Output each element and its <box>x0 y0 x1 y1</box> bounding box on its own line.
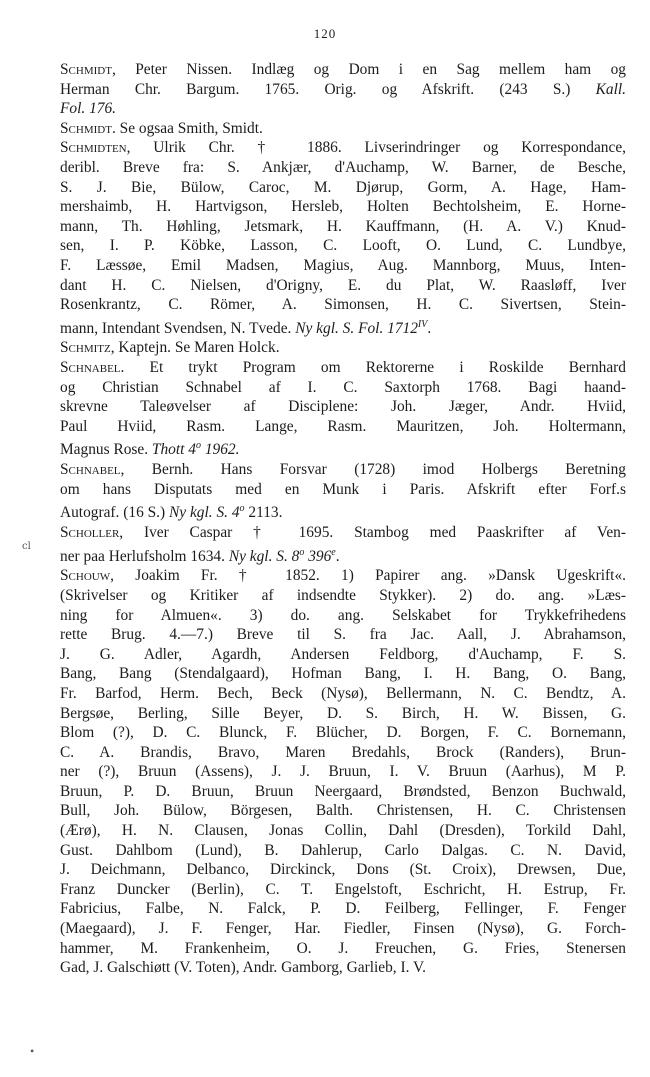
entry-line <box>60 276 626 296</box>
entry-line <box>60 664 626 684</box>
entry-line <box>60 523 626 543</box>
entry-line <box>60 338 626 358</box>
entry-text: mann, Intendant Svendsen, N. Tvede. <box>60 319 296 337</box>
entry-text: dant H. C. Nielsen, d'Origny, E. du Plat, W. Raasløff, Iver <box>60 276 626 294</box>
entry-text: skrevne Taleøvelser af Disciplene: Joh. Jæger, Andr. Hviid, <box>60 398 626 416</box>
entry-heading-name: Schnabel <box>60 359 121 377</box>
entry-line <box>60 704 626 724</box>
entry-line <box>60 158 626 178</box>
entry-line <box>60 499 626 523</box>
entry-shelfmark: 1962. <box>200 441 240 459</box>
entry-heading-name: Schnabel <box>60 461 121 479</box>
entry-text: (Skrivelser og Kritiker af indsendte Stykker). 2) do. ang. »Læs- <box>60 586 626 604</box>
entry-text: deribl. Breve fra: S. Ankjær, d'Auchamp, W. Barner, de Besche, <box>60 158 626 176</box>
entry-line <box>60 645 626 665</box>
entry-text: sen, I. P. Köbke, Lasson, C. Looft, O. Lund, C. Lundbye, <box>60 237 626 255</box>
entry-text: (Ærø), H. N. Clausen, Jonas Collin, Dahl (Dresden), Torkild Dahl, <box>60 822 626 840</box>
entry-shelfmark: Kall. <box>595 80 626 98</box>
entry-text: . <box>335 547 340 565</box>
entry-line <box>60 480 626 500</box>
entry-text: Franz Duncker (Berlin), C. T. Engelstoft, Eschricht, H. Estrup, Fr. <box>60 880 626 898</box>
entry-line <box>60 378 626 398</box>
entry-line <box>60 899 626 919</box>
entry-line <box>60 782 626 802</box>
entry-text: , Bernh. Hans Forsvar (1728) imod Holbergs Beretning <box>120 461 626 479</box>
entry-text: F. Læssøe, Emil Madsen, Magius, Aug. Mannborg, Muus, Inten- <box>60 256 626 274</box>
entry-text: Paul Hviid, Rasm. Lange, Rasm. Mauritzen, Joh. Holtermann, <box>60 417 626 435</box>
entry-shelfmark: Ny kgl. S. 4 <box>169 504 240 522</box>
entry-text: om hans Disputats med en Munk i Paris. Afskrift efter Forf.s <box>60 480 626 498</box>
entry-text: . Et trykt Program om Rektorerne i Roskilde Bernhard <box>120 359 626 377</box>
entry-line <box>60 256 626 276</box>
entry-text: mershaimb, H. Hartvigson, Hersleb, Holten Bechtolsheim, E. Horne- <box>60 198 626 216</box>
entry-line <box>60 762 626 782</box>
entry-text: ner paa Herlufsholm 1634. <box>60 547 229 565</box>
entry-line <box>60 358 626 378</box>
entry-line <box>60 138 626 158</box>
entry-heading-name: Scholler <box>60 524 120 542</box>
register-entry <box>60 566 626 977</box>
entry-line <box>60 460 626 480</box>
entry-text: Bang, Bang (Stendalgaard), Hofman Bang, I. H. Bang, O. Bang, <box>60 665 626 683</box>
entry-line <box>60 566 626 586</box>
entry-text: S. J. Bie, Bülow, Caroc, M. Djørup, Gorm, A. Hage, Ham- <box>60 178 626 196</box>
entry-line <box>60 821 626 841</box>
entry-line <box>60 315 626 339</box>
entry-heading-name: Schmidten <box>60 139 127 157</box>
entry-text: Gad, J. Galschiøtt (V. Toten), Andr. Gamborg, Garlieb, I. V. <box>60 959 426 977</box>
entry-text: (Maegaard), J. F. Fenger, Har. Fiedler, Finsen (Nysø), G. Forch- <box>60 920 626 938</box>
entry-text: J. Deichmann, Delbanco, Dirckinck, Dons (St. Croix), Drewsen, Due, <box>60 861 626 879</box>
entry-line <box>60 841 626 861</box>
entry-text: Bull, Joh. Bülow, Börgesen, Balth. Christensen, H. C. Christensen <box>60 802 626 820</box>
entry-text: og Christian Schnabel af I. C. Saxtorph 1768. Bagi haand- <box>60 378 626 396</box>
entry-shelfmark: Thott 4 <box>151 441 196 459</box>
entry-text: Blom (?), D. C. Blunck, F. Blücher, D. Borgen, F. C. Bornemann, <box>60 724 626 742</box>
entry-text: rette Brug. 4.—7.) Breve til S. fra Jac. Aall, J. Abrahamson, <box>60 626 626 644</box>
entry-line <box>60 684 626 704</box>
entry-text: Bruun, P. D. Bruun, Bruun Neergaard, Brøndsted, Benzon Buchwald, <box>60 782 626 800</box>
register-entry <box>60 138 626 338</box>
entry-text: Magnus Rose. <box>60 441 152 459</box>
entry-shelfmark: o <box>195 440 201 452</box>
entry-text: Bergsøe, Berling, Sille Beyer, D. S. Birch, H. W. Bissen, G. <box>60 704 626 722</box>
entry-line <box>60 586 626 606</box>
register-entry <box>60 119 626 139</box>
entry-line <box>60 606 626 626</box>
entry-text: , Ulrik Chr. † 1886. Livserindringer og Korrespondance, <box>126 139 626 157</box>
entry-text: ning for Almuen«. 3) do. ang. Selskabet for Trykkefrihedens <box>60 606 626 624</box>
entry-line <box>60 60 626 80</box>
entry-line <box>60 860 626 880</box>
entry-text: hammer, M. Frankenheim, O. J. Freuchen, G. Fries, Stenersen <box>60 939 626 957</box>
entry-line <box>60 880 626 900</box>
entry-text: , Iver Caspar † 1695. Stambog med Paaskrifter af Ven- <box>119 524 626 542</box>
entry-line <box>60 178 626 198</box>
entry-shelfmark: IV <box>417 318 428 330</box>
entry-text: , Joakim Fr. † 1852. 1) Papirer ang. »Dansk Ugeskrift«. <box>110 567 626 585</box>
entry-line <box>60 417 626 437</box>
entry-text: J. G. Adler, Agardh, Andersen Feldborg, d'Auchamp, F. S. <box>60 645 626 663</box>
entry-shelfmark: e <box>331 546 336 558</box>
entry-line <box>60 436 626 460</box>
entry-line <box>60 99 626 119</box>
entry-line <box>60 939 626 959</box>
entry-line <box>60 801 626 821</box>
entry-line <box>60 397 626 417</box>
entry-text: C. A. Brandis, Bravo, Maren Bredahls, Brock (Randers), Brun- <box>60 743 626 761</box>
entry-text: ner (?), Bruun (Assens), J. J. Bruun, I. V. Bruun (Aarhus), M P. <box>60 763 626 781</box>
register-entries <box>60 60 626 978</box>
entry-line <box>60 295 626 315</box>
entry-text: mann, Th. Høhling, Jetsmark, H. Kauffmann, (H. A. V.) Knud- <box>60 217 626 235</box>
entry-line <box>60 958 626 978</box>
entry-shelfmark: 396 <box>304 547 332 565</box>
entry-line <box>60 625 626 645</box>
entry-text: 2113. <box>244 504 283 522</box>
entry-line <box>60 723 626 743</box>
entry-shelfmark: Fol. 176. <box>60 100 117 118</box>
entry-text: Autograf. (16 S.) <box>60 504 169 522</box>
entry-line <box>60 119 626 139</box>
entry-line <box>60 543 626 567</box>
entry-text: , Kaptejn. Se Maren Holck. <box>110 339 280 357</box>
register-entry <box>60 460 626 523</box>
entry-line <box>60 197 626 217</box>
entry-line <box>60 217 626 237</box>
entry-shelfmark: o <box>299 546 305 558</box>
entry-line <box>60 743 626 763</box>
entry-shelfmark: o <box>239 503 245 515</box>
entry-text: Gust. Dahlbom (Lund), B. Dahlerup, Carlo Dalgas. C. N. David, <box>60 841 626 859</box>
entry-text: Rosenkrantz, C. Römer, A. Simonsen, H. C. Sivertsen, Stein- <box>60 296 626 314</box>
entry-text: , Peter Nissen. Indlæg og Dom i en Sag mellem ham og <box>111 61 626 78</box>
entry-heading-name: Schmitz <box>60 339 111 357</box>
entry-heading-name: Schmidt <box>60 61 112 78</box>
entry-text: Fabricius, Falbe, N. Falck, P. D. Feilberg, Fellinger, F. Fenger <box>60 900 626 918</box>
entry-text: . <box>427 319 432 337</box>
register-entry <box>60 60 626 119</box>
entry-text: Herman Chr. Bargum. 1765. Orig. og Afskrift. (243 S.) <box>60 80 596 98</box>
register-entry <box>60 338 626 358</box>
entry-heading-name: Schouw <box>60 567 111 585</box>
entry-heading-name: Schmidt <box>60 119 112 137</box>
margin-bullet: • <box>30 1044 35 1058</box>
register-entry <box>60 358 626 460</box>
entry-shelfmark: Ny kgl. S. 8 <box>228 547 300 565</box>
page-number: 120 <box>313 26 337 41</box>
margin-mark: ⅽⅼ <box>22 541 31 552</box>
entry-text: Fr. Barfod, Herm. Bech, Beck (Nysø), Bellermann, N. C. Bendtz, A. <box>60 684 626 702</box>
register-entry <box>60 523 626 566</box>
entry-line <box>60 919 626 939</box>
entry-line <box>60 236 626 256</box>
entry-text: . Se ogsaa Smith, Smidt. <box>111 119 263 137</box>
entry-line <box>60 80 626 100</box>
entry-shelfmark: Ny kgl. S. Fol. 1712 <box>295 319 418 337</box>
